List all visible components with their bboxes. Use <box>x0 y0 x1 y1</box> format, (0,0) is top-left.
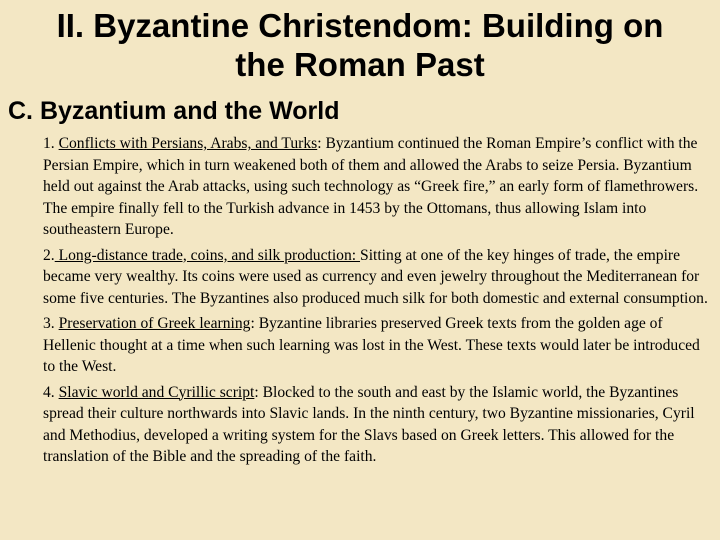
item-text: Blocked to the south and east by the Islamic world, the Byzantines spread their culture northwards into Slavic lands. In the ninth century, two Byzantine missionaries, Cyril and Methodius, developed a writing system for the Slavs based on Greek letters. This allowed for the translation of the Bible and the spreading of the faith. <box>43 383 695 465</box>
content-item-2 <box>43 245 715 310</box>
item-number: 3. <box>43 315 55 332</box>
content-item-3 <box>43 313 715 378</box>
item-number: 4. <box>43 383 55 401</box>
slide-title-line1: II. Byzantine Christendom: Building on <box>56 7 664 44</box>
item-heading: Long-distance trade, coins, and silk production: <box>54 246 361 264</box>
item-text: Sitting at one of the key hinges of trade, the empire became very wealthy. Its coins were used as currency and even jewelry throughout the Mediterranean for some five centuries. The Byzantines also produced much silk for both domestic and external consumption. <box>43 246 708 307</box>
item-number: 1. <box>43 135 55 152</box>
content-item-1 <box>43 133 715 241</box>
item-heading: Conflicts with Persians, Arabs, and Turks <box>58 135 318 152</box>
content-item-4 <box>43 382 715 468</box>
slide-title-line2: the Roman Past <box>235 46 485 83</box>
item-heading: Preservation of Greek learning <box>58 315 251 332</box>
item-text: Byzantium continued the Roman Empire’s conflict with the Persian Empire, which in turn weakened both of them and allowed the Arabs to seize Persia. Byzantium held out against the Arab attacks, using such technology as “Greek fire,” an early form of flamethrowers. The empire finally fell to the Turkish advance in 1453 by the Ottomans, thus allowing Islam into southeastern Europe. <box>43 135 699 238</box>
item-number: 2. <box>43 246 55 264</box>
item-text: Byzantine libraries preserved Greek texts from the golden age of Hellenic thought at a time when such learning was lost in the West. These texts would later be introduced to the West. <box>43 315 700 375</box>
content-body <box>43 133 715 472</box>
section-subtitle: C. Byzantium and the World <box>8 97 340 125</box>
item-separator: : <box>317 135 322 152</box>
item-separator: : <box>250 315 255 332</box>
slide-title <box>0 0 720 84</box>
item-heading: Slavic world and Cyrillic script <box>58 383 255 401</box>
item-separator: : <box>254 383 259 401</box>
